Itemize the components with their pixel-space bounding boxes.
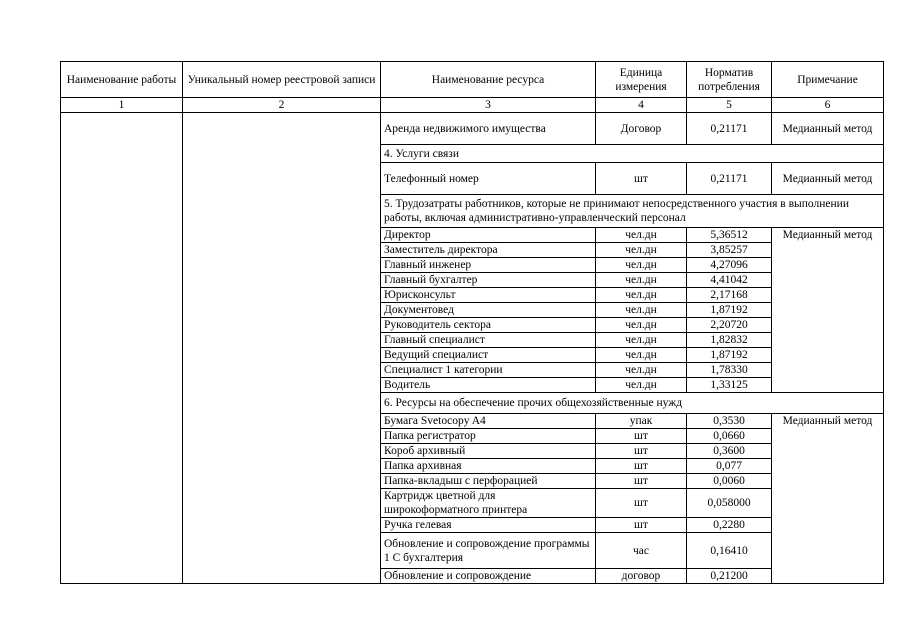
resource-name: Бумага Svetocopy A4 xyxy=(381,414,596,429)
resource-name: Аренда недвижимого имущества xyxy=(381,113,596,145)
resource-unit: чел.дн xyxy=(596,348,687,363)
resource-norm: 0,077 xyxy=(687,459,772,474)
col-number: 1 xyxy=(61,98,183,113)
resource-name: Главный специалист xyxy=(381,333,596,348)
col-number: 3 xyxy=(381,98,596,113)
resource-norm: 1,87192 xyxy=(687,303,772,318)
resource-note: Медианный метод xyxy=(772,414,884,584)
resource-unit: шт xyxy=(596,489,687,518)
resource-unit: чел.дн xyxy=(596,228,687,243)
resource-norm: 0,3600 xyxy=(687,444,772,459)
registry-number-cell xyxy=(183,113,381,584)
resource-unit: чел.дн xyxy=(596,273,687,288)
resource-norm: 5,36512 xyxy=(687,228,772,243)
resource-norm: 0,3530 xyxy=(687,414,772,429)
col-number: 6 xyxy=(772,98,884,113)
section-title: 5. Трудозатраты работников, которые не принимают непосредственного участия в выполнении работы, включая административно-управленческий персонал xyxy=(381,195,884,228)
resource-name: Папка регистратор xyxy=(381,429,596,444)
resource-unit: шт xyxy=(596,474,687,489)
header-norm: Норматив потребления xyxy=(687,62,772,98)
resource-name: Телефонный номер xyxy=(381,163,596,195)
resource-name: Документовед xyxy=(381,303,596,318)
resource-name: Руководитель сектора xyxy=(381,318,596,333)
resource-unit: чел.дн xyxy=(596,243,687,258)
resource-norm: 4,27096 xyxy=(687,258,772,273)
resource-name: Картридж цветной для широкоформатного принтера xyxy=(381,489,596,518)
resource-unit: чел.дн xyxy=(596,258,687,273)
resource-norm: 0,2280 xyxy=(687,518,772,533)
resource-unit: договор xyxy=(596,569,687,584)
resource-norm: 0,21171 xyxy=(687,113,772,145)
section-title: 4. Услуги связи xyxy=(381,145,884,163)
header-note: Примечание xyxy=(772,62,884,98)
table-row xyxy=(61,113,884,145)
resource-norm: 0,16410 xyxy=(687,533,772,569)
resource-norm: 1,78330 xyxy=(687,363,772,378)
resource-unit: шт xyxy=(596,163,687,195)
resource-unit: Договор xyxy=(596,113,687,145)
resource-unit: чел.дн xyxy=(596,303,687,318)
resource-norm: 3,85257 xyxy=(687,243,772,258)
header-registry-number: Уникальный номер реестровой записи xyxy=(183,62,381,98)
resource-unit: шт xyxy=(596,518,687,533)
resource-norm: 0,21200 xyxy=(687,569,772,584)
resource-unit: чел.дн xyxy=(596,378,687,393)
resource-note: Медианный метод xyxy=(772,113,884,145)
resource-norm: 0,21171 xyxy=(687,163,772,195)
resource-unit: час xyxy=(596,533,687,569)
header-work-name: Наименование работы xyxy=(61,62,183,98)
resource-norm: 0,0660 xyxy=(687,429,772,444)
resource-unit: шт xyxy=(596,459,687,474)
resource-norm: 4,41042 xyxy=(687,273,772,288)
resource-name: Заместитель директора xyxy=(381,243,596,258)
col-number: 5 xyxy=(687,98,772,113)
resource-name: Главный инженер xyxy=(381,258,596,273)
resource-name: Короб архивный xyxy=(381,444,596,459)
header-row xyxy=(61,62,884,98)
resource-unit: чел.дн xyxy=(596,318,687,333)
resource-name: Обновление и сопровождение xyxy=(381,569,596,584)
work-name-cell xyxy=(61,113,183,584)
header-unit: Единица измерения xyxy=(596,62,687,98)
resource-unit: шт xyxy=(596,429,687,444)
resource-norm: 2,17168 xyxy=(687,288,772,303)
resource-norms-table xyxy=(60,61,884,584)
col-number: 4 xyxy=(596,98,687,113)
resource-unit: чел.дн xyxy=(596,288,687,303)
resource-name: Папка архивная xyxy=(381,459,596,474)
header-resource-name: Наименование ресурса xyxy=(381,62,596,98)
resource-unit: шт xyxy=(596,444,687,459)
resource-name: Водитель xyxy=(381,378,596,393)
resource-norm: 1,33125 xyxy=(687,378,772,393)
resource-note: Медианный метод xyxy=(772,163,884,195)
resource-norm: 0,0060 xyxy=(687,474,772,489)
resource-unit: чел.дн xyxy=(596,333,687,348)
resource-name: Ведущий специалист xyxy=(381,348,596,363)
resource-norm: 1,82832 xyxy=(687,333,772,348)
resource-unit: чел.дн xyxy=(596,363,687,378)
resource-name: Папка-вкладыш с перфорацией xyxy=(381,474,596,489)
resource-norm: 1,87192 xyxy=(687,348,772,363)
section-title: 6. Ресурсы на обеспечение прочих общехозяйственные нужд xyxy=(381,393,884,414)
resource-name: Юрисконсульт xyxy=(381,288,596,303)
resource-name: Директор xyxy=(381,228,596,243)
resource-norm: 2,20720 xyxy=(687,318,772,333)
resource-name: Специалист 1 категории xyxy=(381,363,596,378)
resource-unit: упак xyxy=(596,414,687,429)
resource-name: Главный бухгалтер xyxy=(381,273,596,288)
resource-norm: 0,058000 xyxy=(687,489,772,518)
resource-note: Медианный метод xyxy=(772,228,884,393)
resource-name: Обновление и сопровождение программы 1 С бухгалтерия xyxy=(381,533,596,569)
col-number: 2 xyxy=(183,98,381,113)
numbering-row xyxy=(61,98,884,113)
resource-name: Ручка гелевая xyxy=(381,518,596,533)
